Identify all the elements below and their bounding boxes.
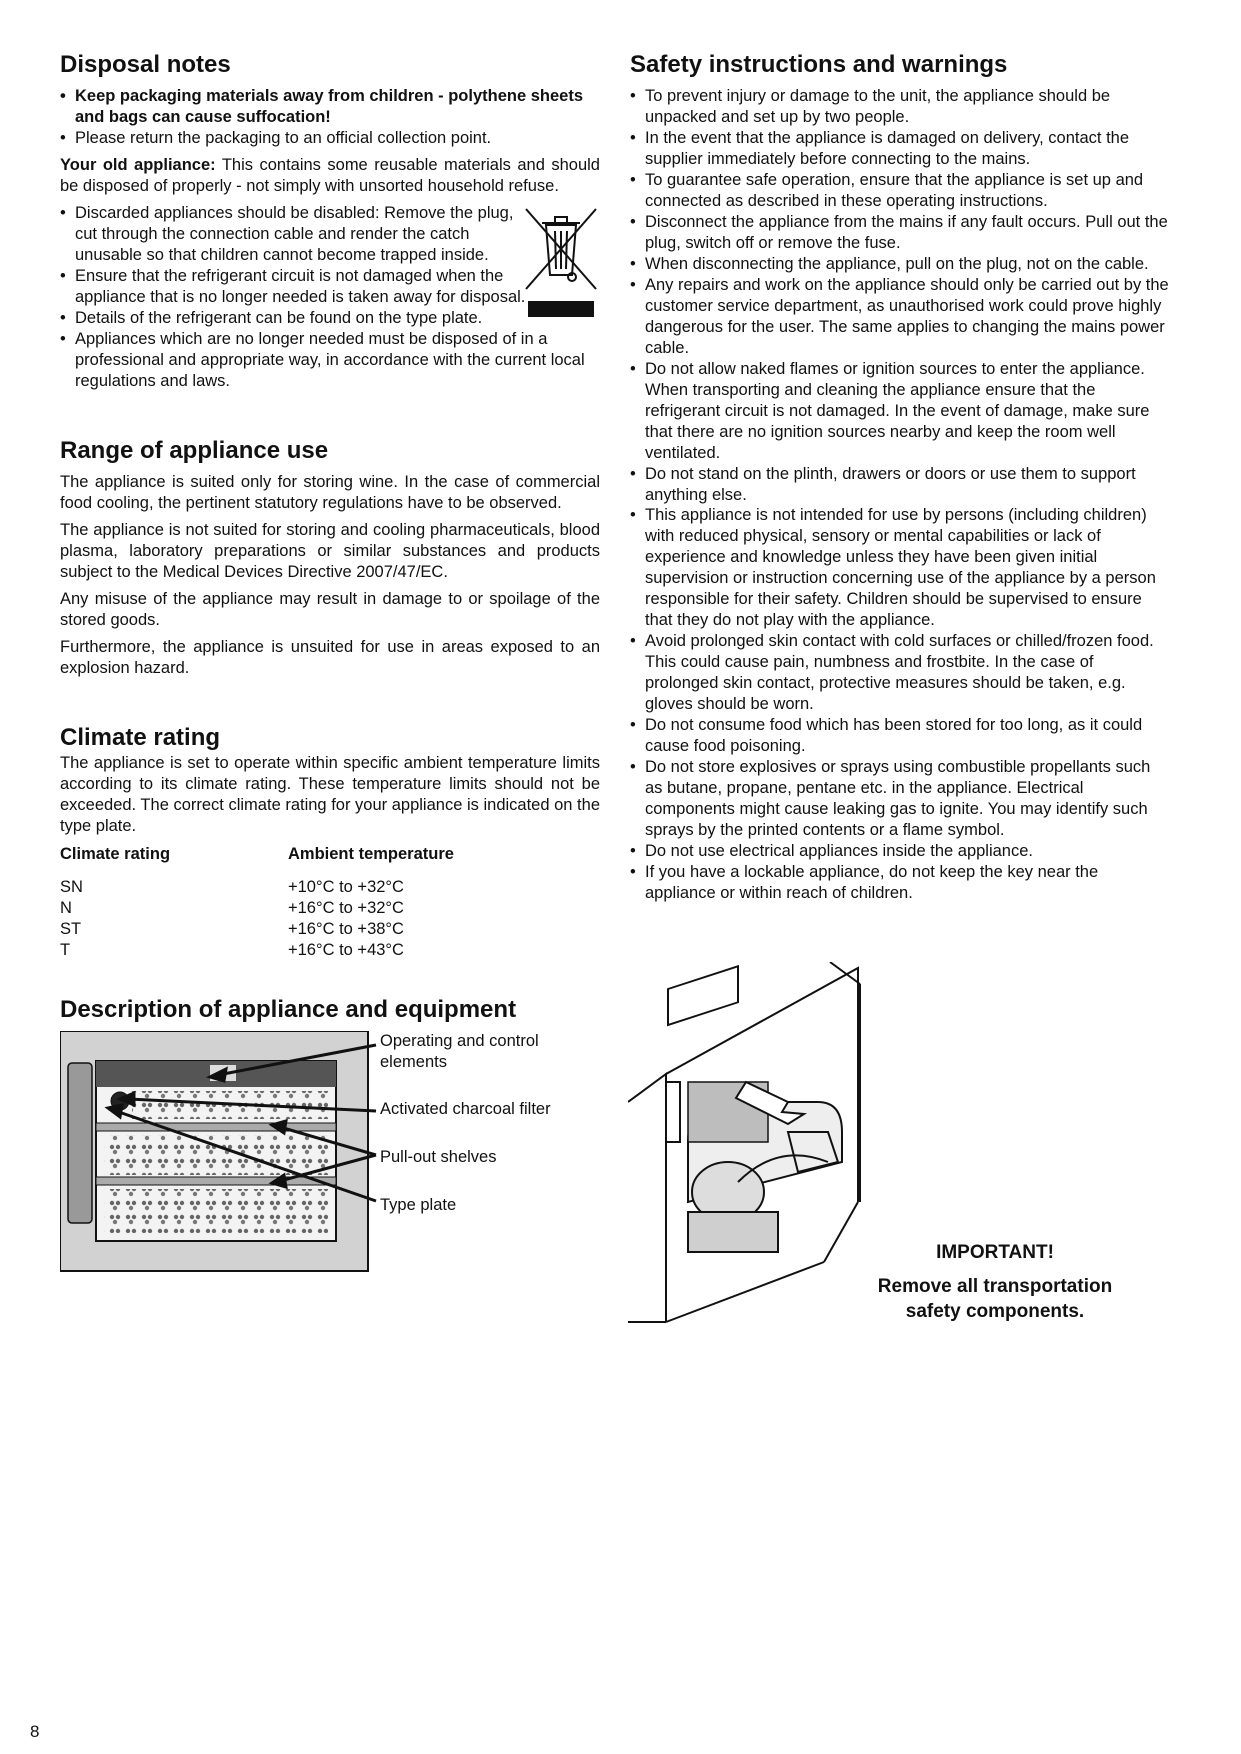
important-notice xyxy=(855,1240,1135,1325)
climate-intro: The appliance is set to operate within specific ambient temperature limits according to its climate rating. These temperature limits should not be exceeded. The correct climate rating for your appliance is indicated on the type plate. xyxy=(60,754,600,835)
old-appliance-text: This contains some reusable materials and should be disposed of properly - not simply with unsorted household refuse. xyxy=(60,156,600,196)
climate-cell: T xyxy=(60,940,71,959)
list-item: • To prevent injury or damage to the unit, the appliance should be unpacked and set up by two people. xyxy=(630,86,1171,128)
range-paragraph: Furthermore, the appliance is unsuited for use in areas exposed to an explosion hazard. xyxy=(60,637,600,677)
list-item: • Any repairs and work on the appliance should only be carried out by the customer service department, as unauthorised work could prove highly dangerous for the user. The same applies to changing the mains power cable. xyxy=(630,275,1171,359)
table-row xyxy=(60,940,454,961)
list-item: • Disconnect the appliance from the mains if any fault occurs. Pull out the plug, switch off or remove the fuse. xyxy=(630,212,1171,254)
climate-heading: Climate rating xyxy=(60,723,221,751)
callout-type-plate: Type plate xyxy=(380,1195,457,1214)
list-item: • If you have a lockable appliance, do not keep the key near the appliance or within reach of children. xyxy=(630,862,1171,904)
important-title: IMPORTANT! xyxy=(936,1242,1054,1263)
list-item: • Ensure that the refrigerant circuit is not damaged when the appliance that is no longer needed is taken away for disposal. xyxy=(60,266,530,308)
climate-cell: SN xyxy=(60,877,83,896)
table-row xyxy=(60,898,454,919)
list-item: • Avoid prolonged skin contact with cold surfaces or chilled/frozen food. This could cause pain, numbness and frostbite. In the case of prolonged skin contact, protective measures should be taken, e.g. gloves should be worn. xyxy=(630,631,1171,715)
important-line-2: safety components. xyxy=(905,1301,1085,1323)
list-item: • When disconnecting the appliance, pull on the plug, not on the cable. xyxy=(630,254,1171,275)
climate-col-header: Climate rating xyxy=(60,844,171,863)
list-item: • Appliances which are no longer needed must be disposed of in a professional and appropriate way, in accordance with the current local regulations and laws. xyxy=(60,329,600,392)
temperature-cell: +16°C to +43°C xyxy=(288,940,404,959)
list-item: • To guarantee safe operation, ensure that the appliance is set up and connected as described in these operating instructions. xyxy=(630,170,1171,212)
table-row xyxy=(60,919,454,940)
old-appliance-label: Your old appliance: xyxy=(60,156,216,175)
important-line-1: Remove all transportation xyxy=(877,1275,1113,1297)
climate-cell: N xyxy=(60,898,72,917)
table-header-row xyxy=(60,845,454,877)
list-item: • Do not consume food which has been stored for too long, as it could cause food poisoning. xyxy=(630,715,1171,757)
list-item: • This appliance is not intended for use by persons (including children) with reduced physical, sensory or mental capabilities or lack of experience and knowledge unless they have been given initial supervision or instruction concerning use of the appliance by a person responsible for their safety. Children should be supervised to ensure that they do not play with the appliance. xyxy=(630,505,1171,631)
list-item: • Do not use electrical appliances inside the appliance. xyxy=(630,841,1171,862)
climate-table xyxy=(60,845,454,961)
list-item: • In the event that the appliance is damaged on delivery, contact the supplier immediately before connecting to the mains. xyxy=(630,128,1171,170)
list-item: • Discarded appliances should be disabled: Remove the plug, cut through the connection cable and render the catch unusable so that children cannot become trapped inside. xyxy=(60,203,530,266)
appliance-diagram xyxy=(60,1031,600,1291)
description-heading: Description of appliance and equipment xyxy=(60,995,517,1023)
page-number: 8 xyxy=(30,1722,40,1741)
range-paragraph: The appliance is suited only for storing wine. In the case of commercial food cooling, the pertinent statutory regulations have to be observed. xyxy=(60,473,600,513)
safety-bullets xyxy=(630,86,1171,903)
temperature-cell: +16°C to +38°C xyxy=(288,919,404,938)
right-column xyxy=(630,52,1171,910)
table-row xyxy=(60,877,454,898)
old-appliance-paragraph xyxy=(60,155,600,197)
list-item: • Do not store explosives or sprays using combustible propellants such as butane, propane, pentane etc. in the appliance. Electrical components might cause leaking gas to ignite. You may identify such sprays by the printed contents or a flame symbol. xyxy=(630,757,1171,841)
packaging-bullets xyxy=(60,86,600,149)
list-item: • Do not allow naked flames or ignition sources to enter the appliance. When transporting and cleaning the appliance ensure that the refrigerant circuit is not damaged. In the event of damage, make sure that there are no ignition sources nearby and keep the room well ventilated. xyxy=(630,359,1171,464)
list-item: • Please return the packaging to an official collection point. xyxy=(60,128,600,149)
range-paragraph: The appliance is not suited for storing and cooling pharmaceuticals, blood plasma, laboratory preparations or similar substances and products subject to the Medical Devices Directive 2007/47/EC. xyxy=(60,521,600,581)
callout-control-elements: Operating and control elements xyxy=(380,1031,539,1071)
list-item: • Details of the refrigerant can be found on the type plate. xyxy=(60,308,600,329)
disposal-old-appliance-block xyxy=(60,203,600,392)
left-column xyxy=(60,52,600,1291)
callout-pull-out-shelves: Pull-out shelves xyxy=(380,1147,497,1166)
range-heading: Range of appliance use xyxy=(60,436,329,464)
list-item: • Do not stand on the plinth, drawers or doors or use them to support anything else. xyxy=(630,464,1171,506)
temperature-cell: +10°C to +32°C xyxy=(288,877,404,896)
callout-charcoal-filter: Activated charcoal filter xyxy=(380,1099,551,1118)
range-paragraph: Any misuse of the appliance may result in damage to or spoilage of the stored goods. xyxy=(60,589,600,629)
disposal-heading: Disposal notes xyxy=(60,51,231,78)
old-appliance-bullets xyxy=(60,203,600,392)
temperature-col-header: Ambient temperature xyxy=(288,844,454,863)
temperature-cell: +16°C to +32°C xyxy=(288,898,404,917)
climate-cell: ST xyxy=(60,919,82,938)
safety-heading: Safety instructions and warnings xyxy=(630,51,1008,78)
list-item: • Keep packaging materials away from children - polythene sheets and bags can cause suffocation! xyxy=(60,86,600,128)
